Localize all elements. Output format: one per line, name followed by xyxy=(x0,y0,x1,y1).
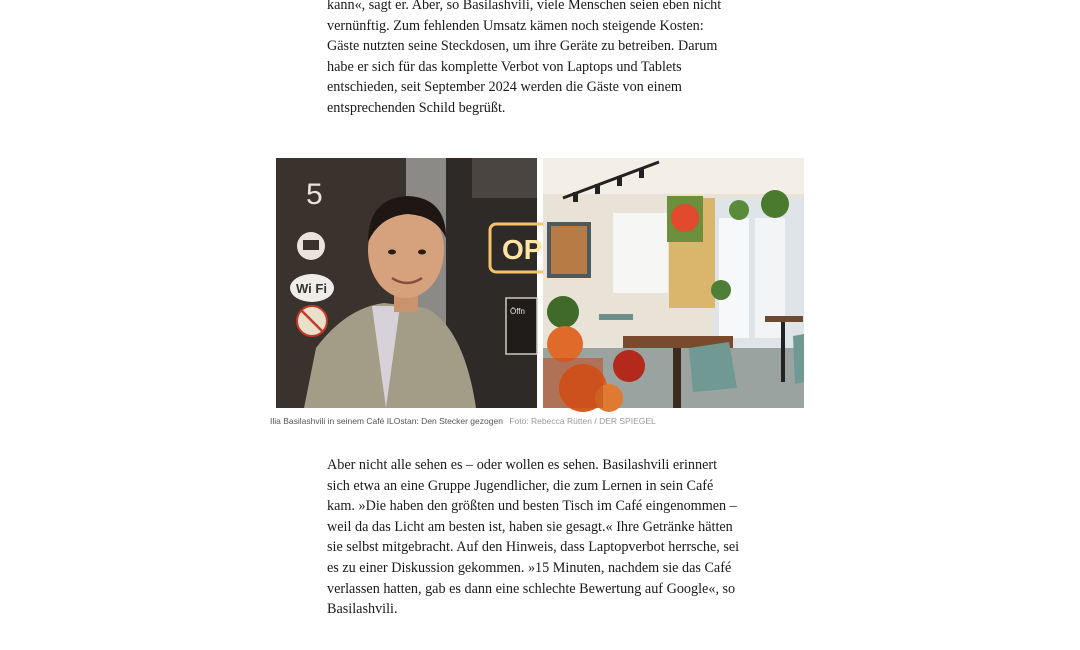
text-line: kann«, sagt er. Aber, so Basilashvili, viele Menschen seien eben nicht xyxy=(327,0,722,13)
wifi-sticker xyxy=(290,274,334,302)
door-number: 5 xyxy=(306,178,323,211)
text-line: verlassen hatten, gab es dann eine schlechte Bewertung auf Google«, so xyxy=(327,580,736,597)
text-line: es zu einer Diskussion gekommen. »15 Minuten, nachdem sie das Café xyxy=(327,559,732,576)
portrait-photo xyxy=(276,158,543,408)
text-line: entsprechenden Schild begrüßt. xyxy=(327,99,506,116)
text-line: Gäste nutzten seine Steckdosen, um ihre Geräte zu betreiben. Darum xyxy=(327,38,718,55)
text-line: sich etwa an eine Gruppe Jugendlicher, die zum Lernen in sein Café xyxy=(327,477,714,494)
cafe-interior-photo xyxy=(543,158,804,408)
article-paragraph-bottom xyxy=(327,455,757,620)
text-line: habe er sich für das komplette Verbot von Laptops und Tablets xyxy=(327,58,682,75)
cafe-logo-sticker xyxy=(297,232,325,260)
text-line: Basilashvili. xyxy=(327,601,398,618)
door-sign-text: Öffn xyxy=(510,307,525,316)
text-line: vernünftig. Zum fehlenden Umsatz kämen noch steigende Kosten: xyxy=(327,17,704,34)
text-line: weil da das Licht am besten ist, haben sie gesagt.« Ihre Getränke hätten xyxy=(327,518,733,535)
text-line: entschieden, seit September 2024 werden die Gäste von einem xyxy=(327,79,682,96)
text-line: kam. »Die haben den größten und besten Tisch im Café eingenommen – xyxy=(327,498,737,515)
text-line: Aber nicht alle sehen es – oder wollen es sehen. Basilashvili erinnert xyxy=(327,457,718,473)
neon-sign-text: OP xyxy=(502,234,543,265)
article-paragraph-top xyxy=(327,0,757,119)
figure-photos xyxy=(276,158,804,408)
no-laptop-sticker xyxy=(297,306,327,336)
photo-credit: Foto: Rebecca Rütten / DER SPIEGEL xyxy=(509,416,656,426)
caption-text: Ilia Basilashvili in seinem Café ILOstan: Den Stecker gezogen xyxy=(270,416,503,426)
wifi-sign-text: Wi Fi xyxy=(296,281,327,296)
text-line: sie selbst mitgebracht. Auf den Hinweis, dass Laptopverbot herrsche, sei xyxy=(327,539,740,556)
figure-caption xyxy=(270,416,656,426)
